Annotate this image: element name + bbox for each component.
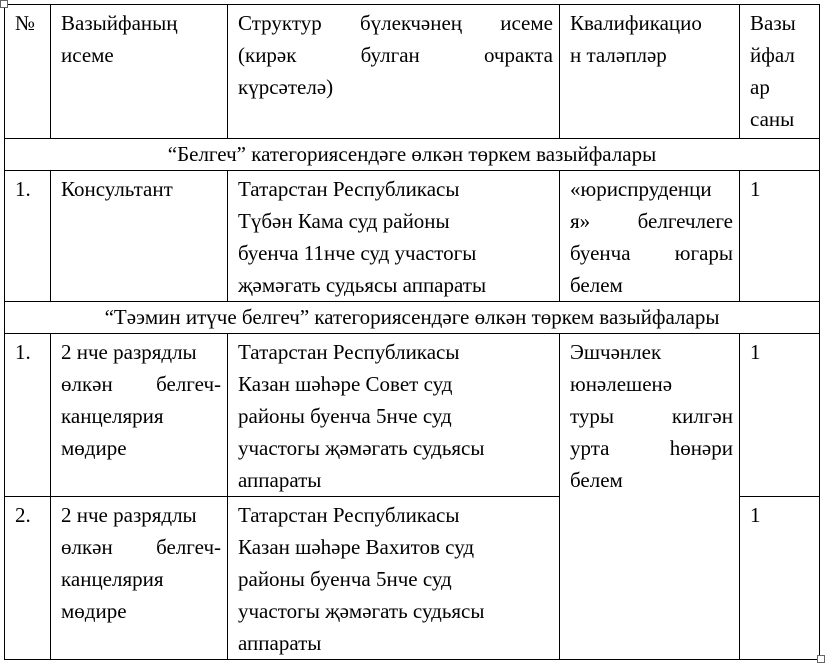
section-title-specialist: “Белгеч” категориясендәге өлкән төркем вазыйфалары [5, 139, 820, 171]
table-row [5, 171, 820, 302]
vacancy-table [4, 4, 820, 660]
row-position: 2 нче разрядлы өлкән белгеч- канцелярия мөдире [51, 497, 228, 660]
table-row [5, 334, 820, 497]
section-title-row [5, 302, 820, 334]
table-move-handle[interactable] [0, 0, 8, 8]
row-unit: Татарстан Республикасы Түбән Кама суд районы буенча 11нче суд участогы җәмәгать судьясы аппараты [228, 171, 560, 302]
row-count: 1 [740, 497, 820, 660]
header-row [5, 5, 820, 139]
section-title-row [5, 139, 820, 171]
row-unit: Татарстан Республикасы Казан шәһәре Совет суд районы буенча 5нче суд участогы җәмәгать судьясы аппараты [228, 334, 560, 497]
row-position: Консультант [51, 171, 228, 302]
header-qualification: Квалификацио н таләпләр [560, 5, 740, 139]
row-unit: Татарстан Республикасы Казан шәһәре Вахитов суд районы буенча 5нче суд участогы җәмәгать судьясы аппараты [228, 497, 560, 660]
header-unit-name: Структур бүлекчәнең исеме (кирәк булган очракта күрсәтелә) [228, 5, 560, 139]
row-num: 2. [5, 497, 51, 660]
row-num: 1. [5, 171, 51, 302]
row-qualification: «юриспруденци я» белгечлеге буенча югары белем [560, 171, 740, 302]
row-position: 2 нче разрядлы өлкән белгеч- канцелярия мөдире [51, 334, 228, 497]
header-num: № [5, 5, 51, 139]
row-count: 1 [740, 334, 820, 497]
header-position-name: Вазыйфаның исеме [51, 5, 228, 139]
header-count: Вазы йфал ар саны [740, 5, 820, 139]
row-num: 1. [5, 334, 51, 497]
shared-qualification: Эшчәнлек юнәлешенә туры килгән урта һөнәри белем [560, 334, 740, 660]
row-count: 1 [740, 171, 820, 302]
table-resize-handle[interactable] [817, 655, 825, 663]
section-title-support-specialist: “Тәэмин итүче белгеч” категориясендәге өлкән төркем вазыйфалары [5, 302, 820, 334]
